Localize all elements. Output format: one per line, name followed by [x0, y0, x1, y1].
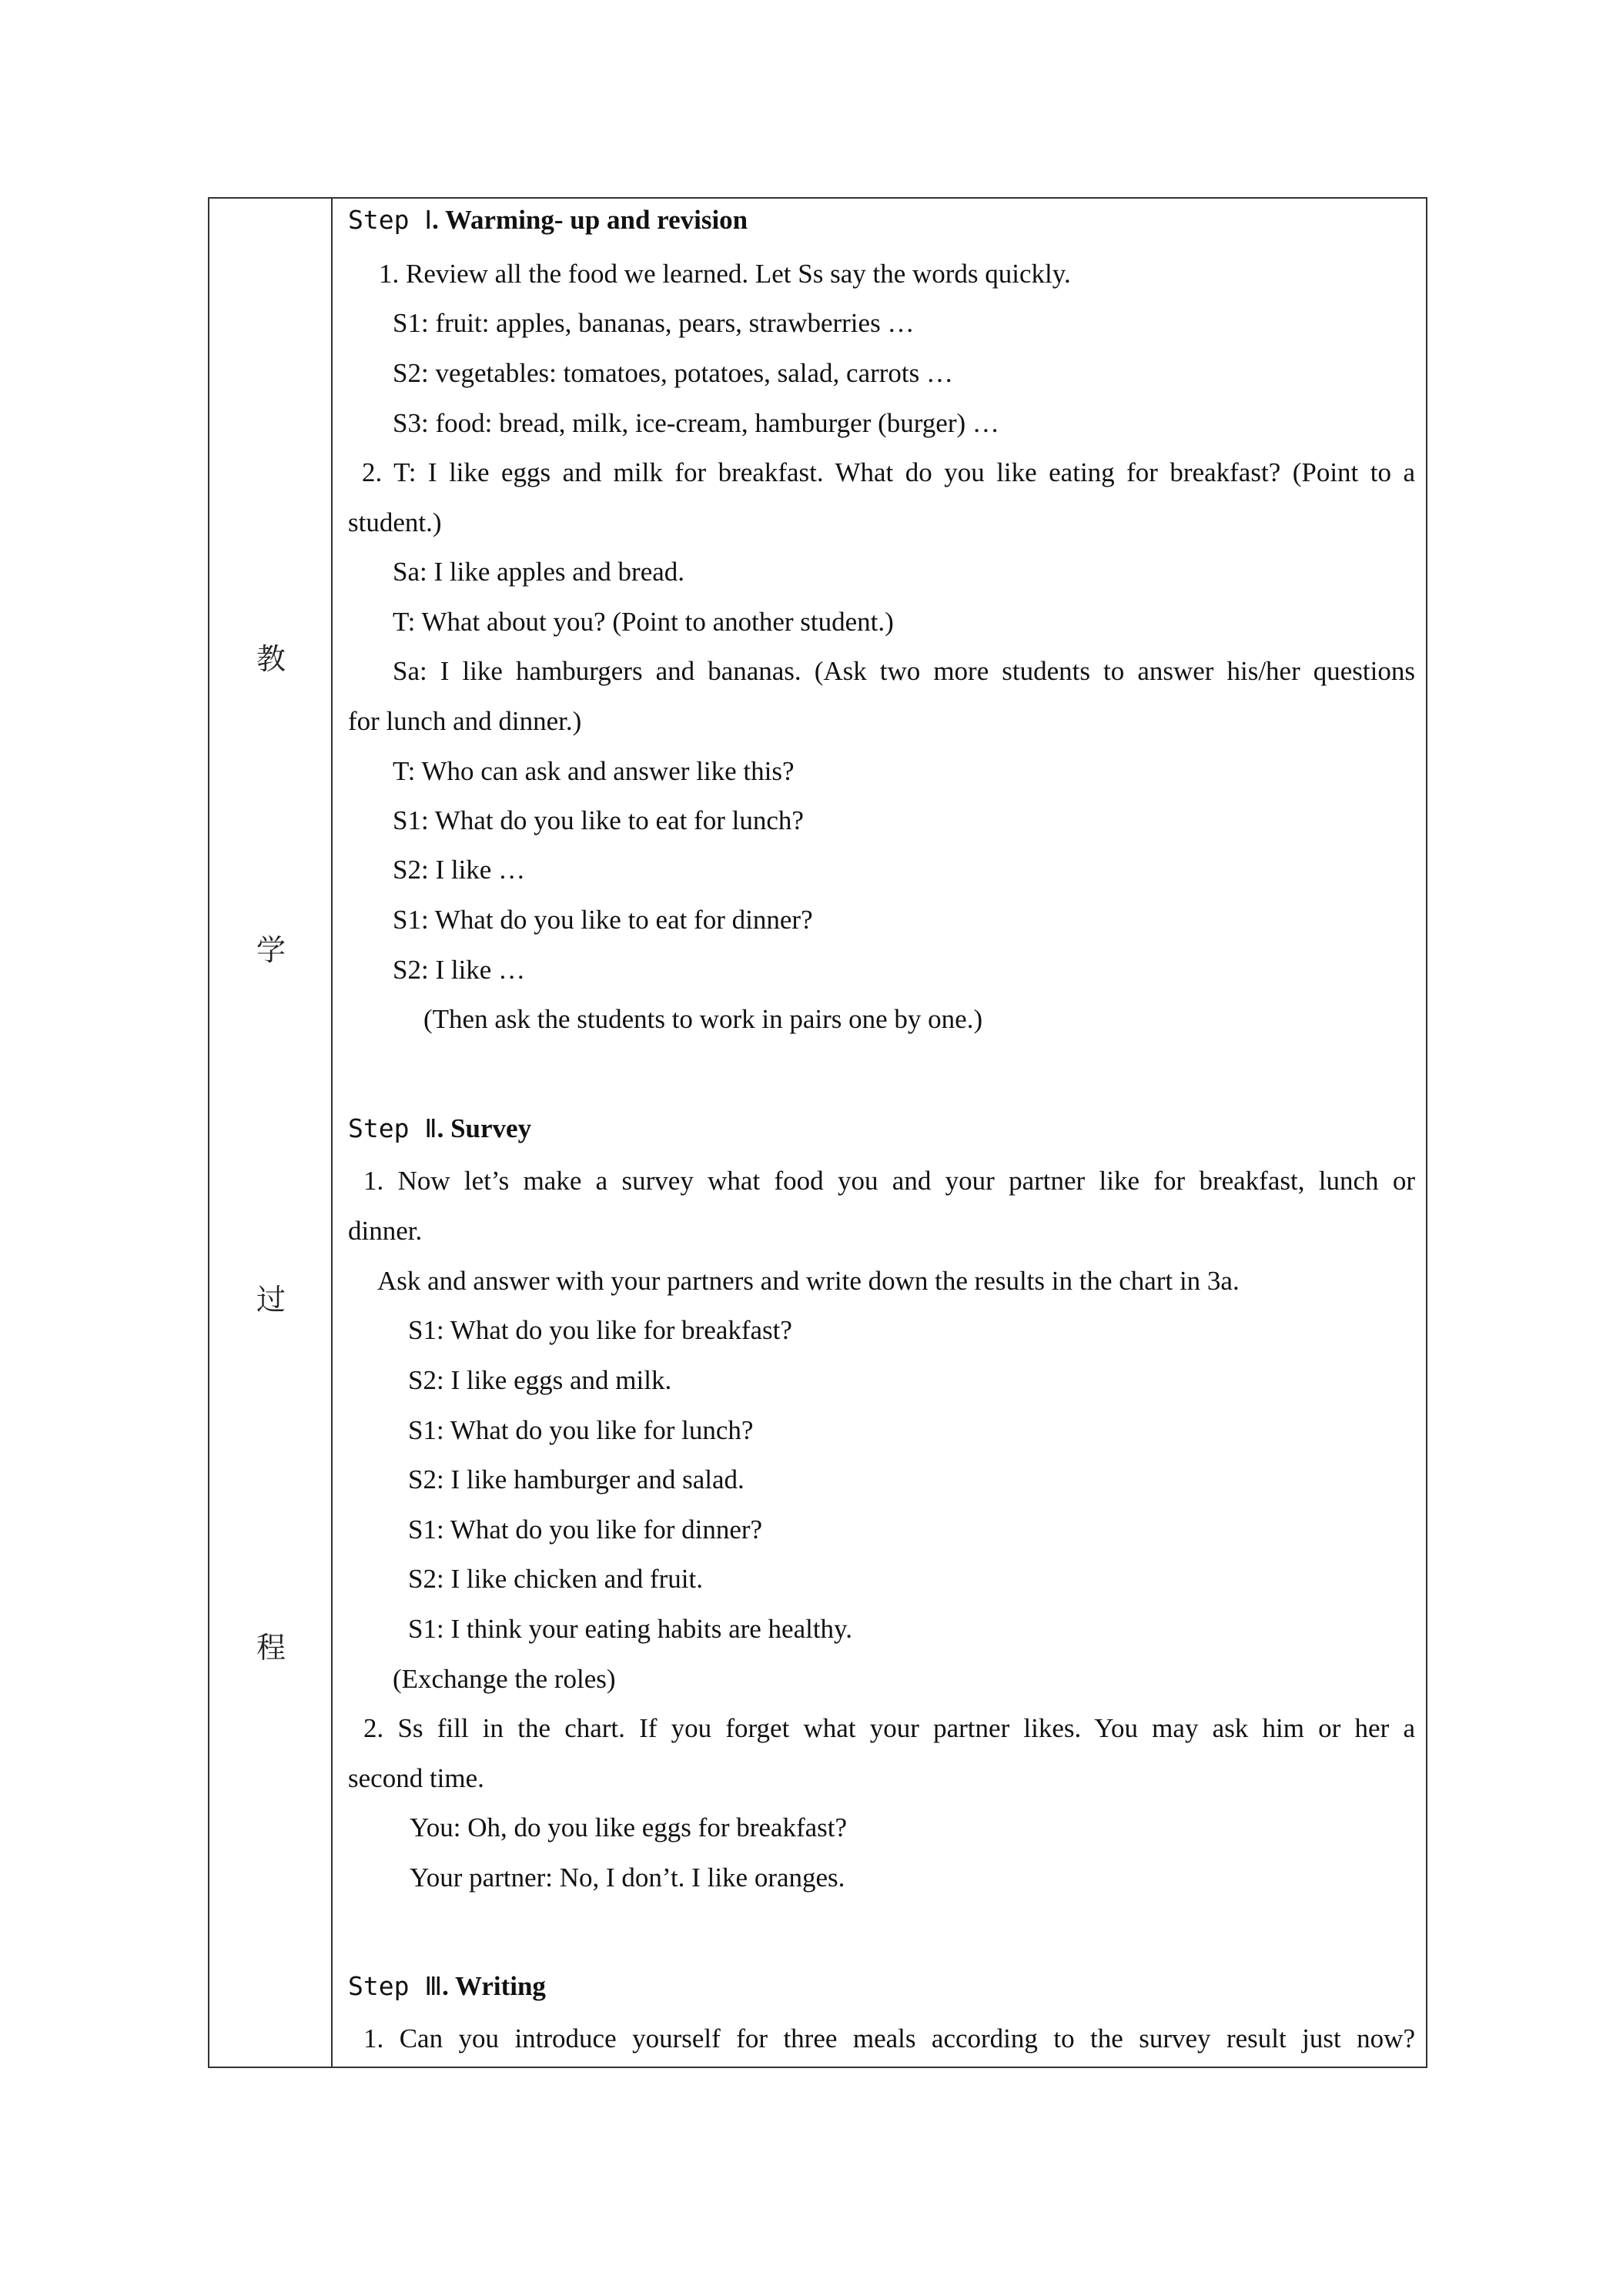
- lesson-content: [333, 199, 1426, 2067]
- step-title: . Writing: [442, 1971, 546, 2001]
- section-label-char: 学: [256, 933, 286, 967]
- lesson-line: S1: What do you like for breakfast?: [408, 1315, 792, 1345]
- lesson-line: S1: What do you like for dinner?: [408, 1514, 763, 1545]
- lesson-line: S2: vegetables: tomatoes, potatoes, salad, carrots …: [393, 358, 954, 388]
- lesson-line: Your partner: No, I don’t. I like oranges.: [410, 1863, 845, 1893]
- section-label-char: 教: [256, 642, 286, 676]
- lesson-line: 1. Can you introduce yourself for three meals according to the survey result just now?: [363, 2023, 1415, 2053]
- lesson-line: S1: fruit: apples, bananas, pears, strawberries …: [393, 308, 915, 338]
- lesson-line: T: Who can ask and answer like this?: [393, 756, 795, 786]
- step-number: Step Ⅱ: [348, 1113, 437, 1143]
- lesson-line: 1. Now let’s make a survey what food you and your partner like for breakfast, lunch or: [363, 1166, 1415, 1196]
- lesson-line: S2: I like eggs and milk.: [408, 1365, 672, 1395]
- lesson-line: (Then ask the students to work in pairs one by one.): [423, 1004, 983, 1034]
- lesson-line: student.): [348, 507, 442, 537]
- lesson-line: S2: I like chicken and fruit.: [408, 1564, 703, 1594]
- step-heading: [348, 202, 1426, 239]
- step-number: Step Ⅰ: [348, 205, 433, 235]
- lesson-line: Sa: I like apples and bread.: [393, 557, 685, 587]
- lesson-line: You: Oh, do you like eggs for breakfast?: [410, 1812, 848, 1842]
- section-label-column: [209, 199, 333, 2067]
- lesson-line: S3: food: bread, milk, ice-cream, hamburger (burger) …: [393, 408, 999, 438]
- lesson-plan-table: [208, 197, 1427, 2068]
- lesson-line: 2. T: I like eggs and milk for breakfast. What do you like eating for breakfast? (Point to a: [362, 457, 1415, 487]
- lesson-line: second time.: [348, 1763, 484, 1793]
- lesson-line: S1: What do you like for lunch?: [408, 1415, 754, 1445]
- lesson-line: (Exchange the roles): [393, 1664, 616, 1694]
- step-title: . Warming- up and revision: [432, 205, 748, 235]
- lesson-line: Sa: I like hamburgers and bananas. (Ask two more students to answer his/her questions: [393, 656, 1415, 686]
- lesson-line: T: What about you? (Point to another student.): [393, 607, 894, 637]
- lesson-line: S1: What do you like to eat for lunch?: [393, 805, 804, 835]
- step-heading: [348, 1968, 1426, 2005]
- lesson-line: 1. Review all the food we learned. Let Ss say the words quickly.: [379, 259, 1071, 289]
- lesson-line: 2. Ss fill in the chart. If you forget what your partner likes. You may ask him or her a: [363, 1713, 1415, 1743]
- lesson-line: S2: I like …: [393, 855, 526, 885]
- lesson-line: S1: What do you like to eat for dinner?: [393, 905, 813, 935]
- lesson-line: S2: I like hamburger and salad.: [408, 1464, 745, 1494]
- step-number: Step Ⅲ: [348, 1971, 443, 2001]
- lesson-line: S1: I think your eating habits are healthy.: [408, 1614, 853, 1644]
- step-title: . Survey: [437, 1113, 532, 1143]
- lesson-line: for lunch and dinner.): [348, 706, 582, 736]
- lesson-line: S2: I like …: [393, 955, 526, 985]
- lesson-line: Ask and answer with your partners and write down the results in the chart in 3a.: [377, 1266, 1240, 1296]
- lesson-line: dinner.: [348, 1216, 423, 1246]
- section-label-char: 过: [256, 1283, 286, 1317]
- section-label-char: 程: [256, 1631, 286, 1665]
- step-heading: [348, 1110, 1426, 1147]
